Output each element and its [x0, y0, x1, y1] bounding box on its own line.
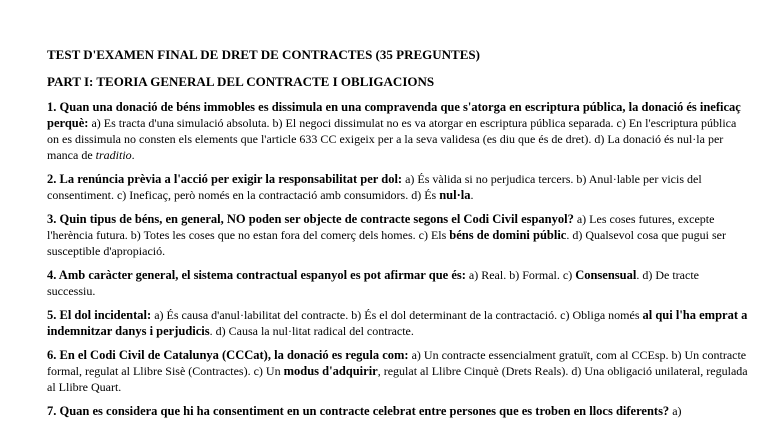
question-4-tail: . d) De tracte successiu. [47, 268, 699, 298]
question-4-options: a) Real. b) Formal. c) [465, 268, 576, 282]
question-5-options: a) És causa d'anul·labilitat del contracte. b) És el dol determinant de la contractació. c) Obliga només [151, 308, 643, 322]
question-6-tail: , regulat al Llibre Cinquè (Drets Reals). d) Una obligació unilateral, regulada al Llibre Quart. [47, 364, 748, 394]
question-2-answer: nul·la [439, 188, 471, 202]
question-2-options: a) És vàlida si no perjudica tercers. b) Anul·lable per vicis del consentiment. c) Ineficaç, però només en la contractació amb consumidors. d) És [47, 172, 702, 202]
question-5-answer: al qui l'ha emprat a indemnitzar danys i perjudicis [47, 308, 748, 338]
question-1-options: a) Es tracta d'una simulació absoluta. b) El negoci dissimulat no es va atorgar en escriptura pública separada. c) En l'escriptura pública on es dissimula no consten els elements que l'article 633 CC exigeix per a la seva validesa (es diu que és de dret). d) La donació és nul·la per manca de [47, 116, 737, 162]
question-7-options: a) [669, 404, 682, 418]
question-4-stem: 4. Amb caràcter general, el sistema contractual espanyol es pot afirmar que és: [47, 268, 466, 282]
question-7 [47, 403, 750, 419]
question-5-tail: . d) Causa la nul·litat radical del contracte. [209, 324, 414, 338]
question-3 [47, 211, 750, 259]
question-3-options: a) Les coses futures, excepte l'herència futura. b) Totes les coses que no estan fora del comerç dels homes. c) Els [47, 212, 715, 242]
question-3-stem: 3. Quin tipus de béns, en general, NO poden ser objecte de contracte segons el Codi Civil espanyol? [47, 212, 574, 226]
document-title: TEST D'EXAMEN FINAL DE DRET DE CONTRACTES (35 PREGUNTES) [47, 47, 480, 62]
question-5 [47, 307, 750, 339]
question-5-stem: 5. El dol incidental: [47, 308, 152, 322]
question-6 [47, 347, 750, 395]
question-6-stem: 6. En el Codi Civil de Catalunya (CCCat), la donació es regula com: [47, 348, 409, 362]
question-7-stem: 7. Quan es considera que hi ha consentiment en un contracte celebrat entre persones que es troben en llocs diferents? [47, 404, 670, 418]
question-3-answer: béns de domini públic [449, 228, 567, 242]
question-2-stem: 2. La renúncia prèvia a l'acció per exigir la responsabilitat per dol: [47, 172, 403, 186]
question-6-answer: modus d'adquirir [283, 364, 378, 378]
question-4 [47, 267, 750, 299]
question-6-options: a) Un contracte essencialment gratuït, com al CCEsp. b) Un contracte formal, regulat al Llibre Sisè (Contractes). c) Un [47, 348, 747, 378]
part-heading: PART I: TEORIA GENERAL DEL CONTRACTE I OBLIGACIONS [47, 74, 435, 89]
question-2-tail: . [470, 188, 474, 202]
question-1-stem: 1. Quan una donació de béns immobles es dissimula en una compravenda que s'atorga en escriptura pública, la donació és ineficaç perquè: [47, 100, 741, 130]
question-1-italic-term: traditio [95, 148, 132, 162]
question-1 [47, 99, 750, 163]
question-1-tail: . [131, 148, 135, 162]
question-4-answer: Consensual [575, 268, 637, 282]
question-3-tail: . d) Qualsevol cosa que pugui ser susceptible d'apropiació. [47, 228, 726, 258]
question-2 [47, 171, 750, 203]
